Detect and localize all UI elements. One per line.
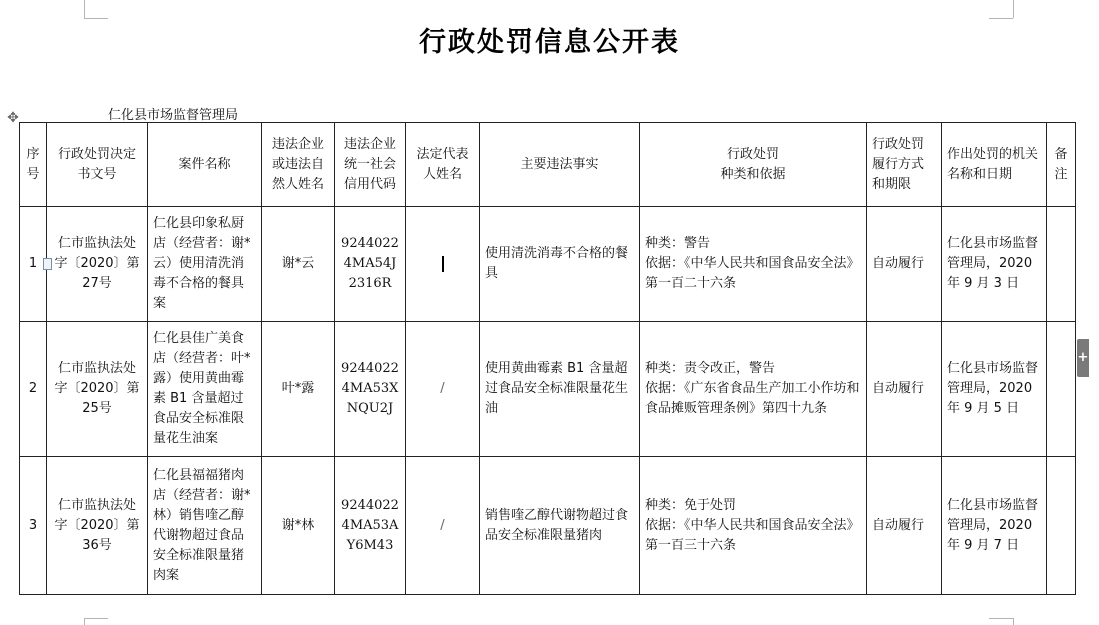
crop-mark [1013,618,1014,625]
penalty-type: 种类：警告 [645,236,711,251]
cell-penalty[interactable] [640,207,867,322]
cell-no[interactable]: 1 [20,207,47,322]
cell-no[interactable]: 3 [20,457,47,595]
cell-facts[interactable]: 使用清洗消毒不合格的餐具 [480,207,640,322]
crop-mark [84,0,85,18]
cell-facts[interactable]: 使用黄曲霉素 B1 含量超过食品安全标准限量花生油 [480,322,640,457]
cell-remarks[interactable] [1047,207,1076,322]
header-no: 序号 [20,123,47,207]
penalty-basis: 依据：《中华人民共和国食品安全法》第一百三十六条 [645,517,860,553]
cell-legal-rep[interactable]: / [406,457,480,595]
cell-authority-date[interactable]: 仁化县市场监督管理局，2020 年 9 月 3 日 [942,207,1047,322]
cell-credit-code[interactable]: 92440224MA53XNQU2J [335,322,406,457]
text-cursor-caret [442,256,444,272]
cell-penalty[interactable] [640,322,867,457]
cell-remarks[interactable] [1047,322,1076,457]
cell-performance[interactable]: 自动履行 [867,457,942,595]
header-remarks: 备注 [1047,123,1076,207]
cell-case-name[interactable]: 仁化县印象私厨店（经营者：谢*云）使用清洗消毒不合格的餐具案 [148,207,262,322]
cell-penalty[interactable] [640,457,867,595]
cell-case-name[interactable]: 仁化县福福猪肉店（经营者：谢*林）销售喹乙醇代谢物超过食品安全标准限量猪肉案 [148,457,262,595]
cell-remarks[interactable] [1047,457,1076,595]
crop-mark [84,618,85,625]
header-facts: 主要违法事实 [480,123,640,207]
cell-authority-date[interactable]: 仁化县市场监督管理局，2020 年 9 月 7 日 [942,457,1047,595]
crop-mark [84,618,108,619]
header-penalty-type: 行政处罚 种类和依据 [640,123,867,207]
cell-violator-name[interactable]: 叶*露 [262,322,335,457]
header-authority-date: 作出处罚的机关名称和日期 [942,123,1047,207]
paragraph-document-icon [43,258,52,270]
table-row [20,322,1076,457]
crop-mark [989,618,1013,619]
cell-violator-name[interactable]: 谢*云 [262,207,335,322]
header-legal-rep: 法定代表人姓名 [406,123,480,207]
cell-authority-date[interactable]: 仁化县市场监督管理局，2020 年 9 月 5 日 [942,322,1047,457]
cell-legal-rep[interactable]: / [406,322,480,457]
cell-legal-rep[interactable] [406,207,480,322]
cell-violator-name[interactable]: 谢*林 [262,457,335,595]
add-column-icon[interactable]: + [1077,339,1089,377]
table-move-handle-icon[interactable]: ✥ [7,110,19,126]
cell-decision-no[interactable]: 仁市监执法处字〔2020〕第25号 [47,322,148,457]
cell-performance[interactable]: 自动履行 [867,207,942,322]
penalty-table [19,122,1076,595]
penalty-type: 种类：责令改正，警告 [645,361,776,376]
cell-credit-code[interactable]: 92440224MA53AY6M43 [335,457,406,595]
crop-mark [1013,0,1014,18]
table-header-row [20,123,1076,207]
penalty-basis: 依据：《广东省食品生产加工小作坊和食品摊贩管理条例》第四十九条 [645,381,860,416]
cell-decision-no[interactable]: 仁市监执法处字〔2020〕第27号 [47,207,148,322]
cell-credit-code[interactable]: 92440224MA54J2316R [335,207,406,322]
page-title: 行政处罚信息公开表 [419,27,680,58]
table-row [20,457,1076,595]
header-credit-code: 违法企业统一社会信用代码 [335,123,406,207]
header-case-name: 案件名称 [148,123,262,207]
cell-performance[interactable]: 自动履行 [867,322,942,457]
header-decision-no: 行政处罚决定书文号 [47,123,148,207]
penalty-type: 种类：免于处罚 [645,497,737,513]
header-performance: 行政处罚履行方式和期限 [867,123,942,207]
crop-mark [84,18,108,19]
penalty-basis: 依据：《中华人民共和国食品安全法》第一百二十六条 [645,256,860,291]
cell-no[interactable]: 2 [20,322,47,457]
agency-label: 仁化县市场监督管理局 [108,108,239,123]
table-row [20,207,1076,322]
cell-decision-no[interactable]: 仁市监执法处字〔2020〕第36号 [47,457,148,595]
header-violator-name: 违法企业或违法自然人姓名 [262,123,335,207]
cell-facts[interactable]: 销售喹乙醇代谢物超过食品安全标准限量猪肉 [480,457,640,595]
crop-mark [989,18,1013,19]
cell-case-name[interactable]: 仁化县佳广美食店（经营者：叶*露）使用黄曲霉素 B1 含量超过食品安全标准限量花生油案 [148,322,262,457]
